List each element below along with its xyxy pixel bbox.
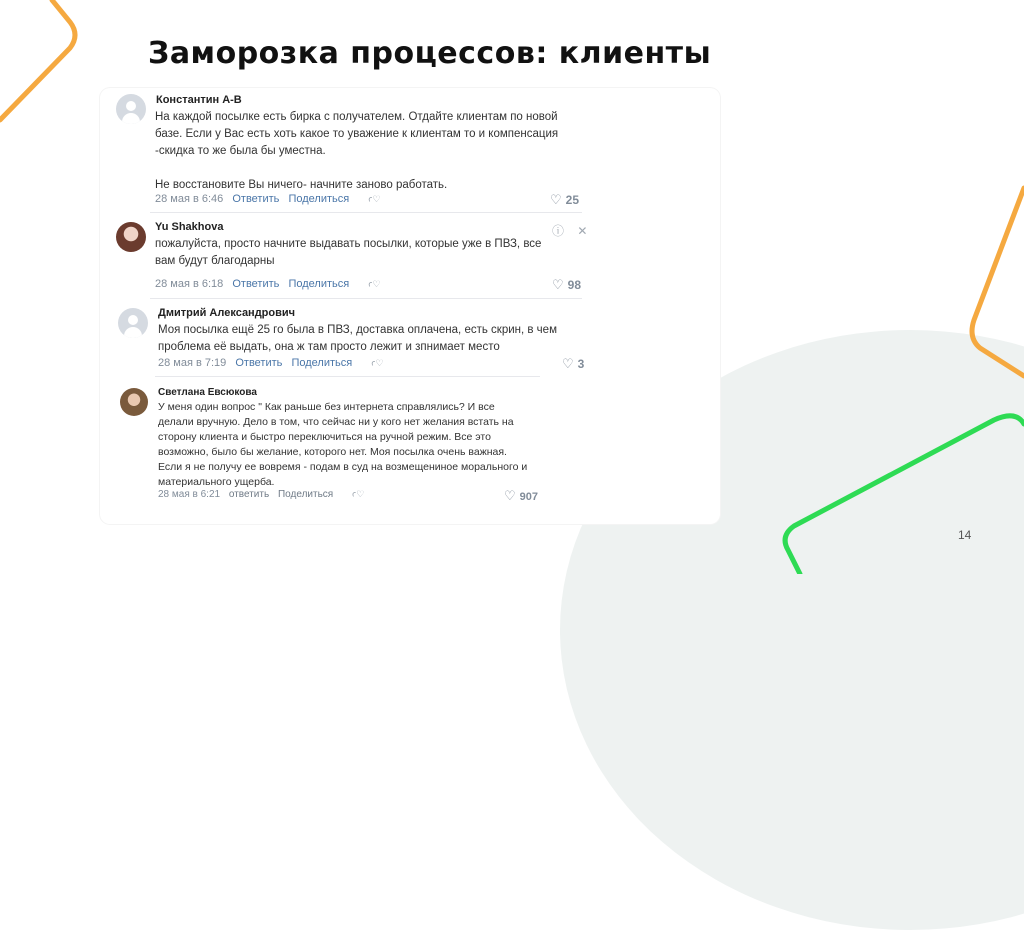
- emoji-icon[interactable]: ꜥ♡: [371, 358, 384, 368]
- share-link[interactable]: Поделиться: [291, 357, 353, 369]
- share-link[interactable]: Поделиться: [288, 193, 350, 205]
- like-button[interactable]: [550, 192, 579, 208]
- comment-line: [155, 160, 655, 177]
- comment-meta: [158, 357, 384, 369]
- share-link[interactable]: Поделиться: [277, 489, 334, 500]
- avatar[interactable]: [116, 222, 146, 252]
- comment-date[interactable]: 28 мая в 6:46: [155, 193, 224, 205]
- comment: [100, 382, 720, 512]
- slide-title: Заморозка процессов: клиенты: [148, 36, 712, 71]
- emoji-icon[interactable]: ꜥ♡: [351, 489, 365, 499]
- divider: [150, 298, 582, 299]
- comment-line: делали вручную. Дело в том, что сейчас ни у кого нет желания встать на: [158, 416, 514, 428]
- like-count: 25: [565, 193, 580, 207]
- reply-link[interactable]: Ответить: [235, 357, 283, 369]
- comment-tools: [552, 222, 587, 239]
- comment-line: Если я не получу ее вовремя - подам в суд на возмещениное морального и: [158, 461, 528, 473]
- reply-link[interactable]: Ответить: [232, 278, 280, 290]
- comment-line: Моя посылка ещё 25 го была в ПВЗ, доставка оплачена, есть скрин, в чем: [158, 324, 557, 336]
- like-count: 3: [577, 357, 585, 371]
- comment-meta: [155, 278, 381, 290]
- report-icon[interactable]: ⓘ: [552, 224, 565, 238]
- comment-text: [155, 236, 575, 270]
- comment: [100, 216, 720, 296]
- comments-screenshot: [100, 88, 720, 524]
- comment-line: У меня один вопрос " Как раньше без интернета справлялись? И все: [158, 401, 495, 413]
- page-number: 14: [958, 528, 972, 542]
- comment-text: [158, 322, 588, 356]
- like-button[interactable]: [562, 356, 584, 372]
- heart-icon: ♡: [504, 488, 516, 503]
- comment-date[interactable]: 28 мая в 7:19: [158, 357, 227, 369]
- orange-right-decoration: [950, 180, 1024, 400]
- comment-line: -скидка то же была бы уместна.: [155, 145, 326, 157]
- comment-meta: [158, 489, 364, 500]
- share-link[interactable]: Поделиться: [288, 278, 350, 290]
- comment-line: пожалуйста, просто начните выдавать посылки, которые уже в ПВЗ, все: [155, 238, 542, 250]
- divider: [150, 212, 582, 213]
- comment-author[interactable]: Дмитрий Александрович: [158, 307, 296, 319]
- green-corner-decoration: [780, 400, 1024, 574]
- avatar[interactable]: [120, 388, 148, 416]
- comment-line: проблема её выдать, она ж там просто лежит и зпнимает место: [158, 341, 500, 353]
- comment-line: возможно, было бы желание, которого нет. Моя посылка очень важная.: [158, 446, 507, 458]
- comment-author[interactable]: Yu Shakhova: [155, 221, 224, 233]
- heart-icon: ♡: [552, 277, 564, 292]
- like-count: 98: [567, 278, 582, 292]
- like-button[interactable]: [504, 488, 538, 504]
- comment-meta: [155, 193, 381, 205]
- like-button[interactable]: [552, 277, 581, 293]
- like-count: 907: [519, 491, 539, 503]
- comment-line: На каждой посылке есть бирка с получателем. Отдайте клиентам по новой: [155, 111, 558, 123]
- avatar[interactable]: [116, 94, 146, 124]
- orange-corner-decoration: [0, 0, 100, 130]
- comment: [100, 88, 720, 218]
- comment-date[interactable]: 28 мая в 6:21: [158, 489, 221, 500]
- comment-line: Не восстановите Вы ничего- начните заново работать.: [155, 179, 448, 191]
- comment: [100, 300, 720, 378]
- comment-author[interactable]: Константин А-В: [156, 94, 242, 106]
- reply-link[interactable]: ответить: [228, 489, 270, 500]
- comment-line: вам будут благодарны: [155, 255, 275, 267]
- comment-line: базе. Если у Вас есть хоть какое то уважение к клиентам то и компенсация: [155, 128, 559, 140]
- comment-line: материального ущерба.: [158, 476, 275, 488]
- comment-date[interactable]: 28 мая в 6:18: [155, 278, 224, 290]
- heart-icon: ♡: [562, 356, 574, 371]
- emoji-icon[interactable]: ꜥ♡: [368, 279, 381, 289]
- comment-line: сторону клиента и быстро переключиться на ручной режим. Все это: [158, 431, 491, 443]
- comment-author[interactable]: Светлана Евсюкова: [158, 387, 257, 398]
- comment-text: [155, 109, 655, 194]
- heart-icon: ♡: [550, 192, 562, 207]
- close-icon[interactable]: ✕: [577, 224, 588, 238]
- divider: [155, 376, 540, 377]
- comment-text: [158, 400, 558, 490]
- emoji-icon[interactable]: ꜥ♡: [368, 194, 381, 204]
- avatar[interactable]: [118, 308, 148, 338]
- reply-link[interactable]: Ответить: [232, 193, 280, 205]
